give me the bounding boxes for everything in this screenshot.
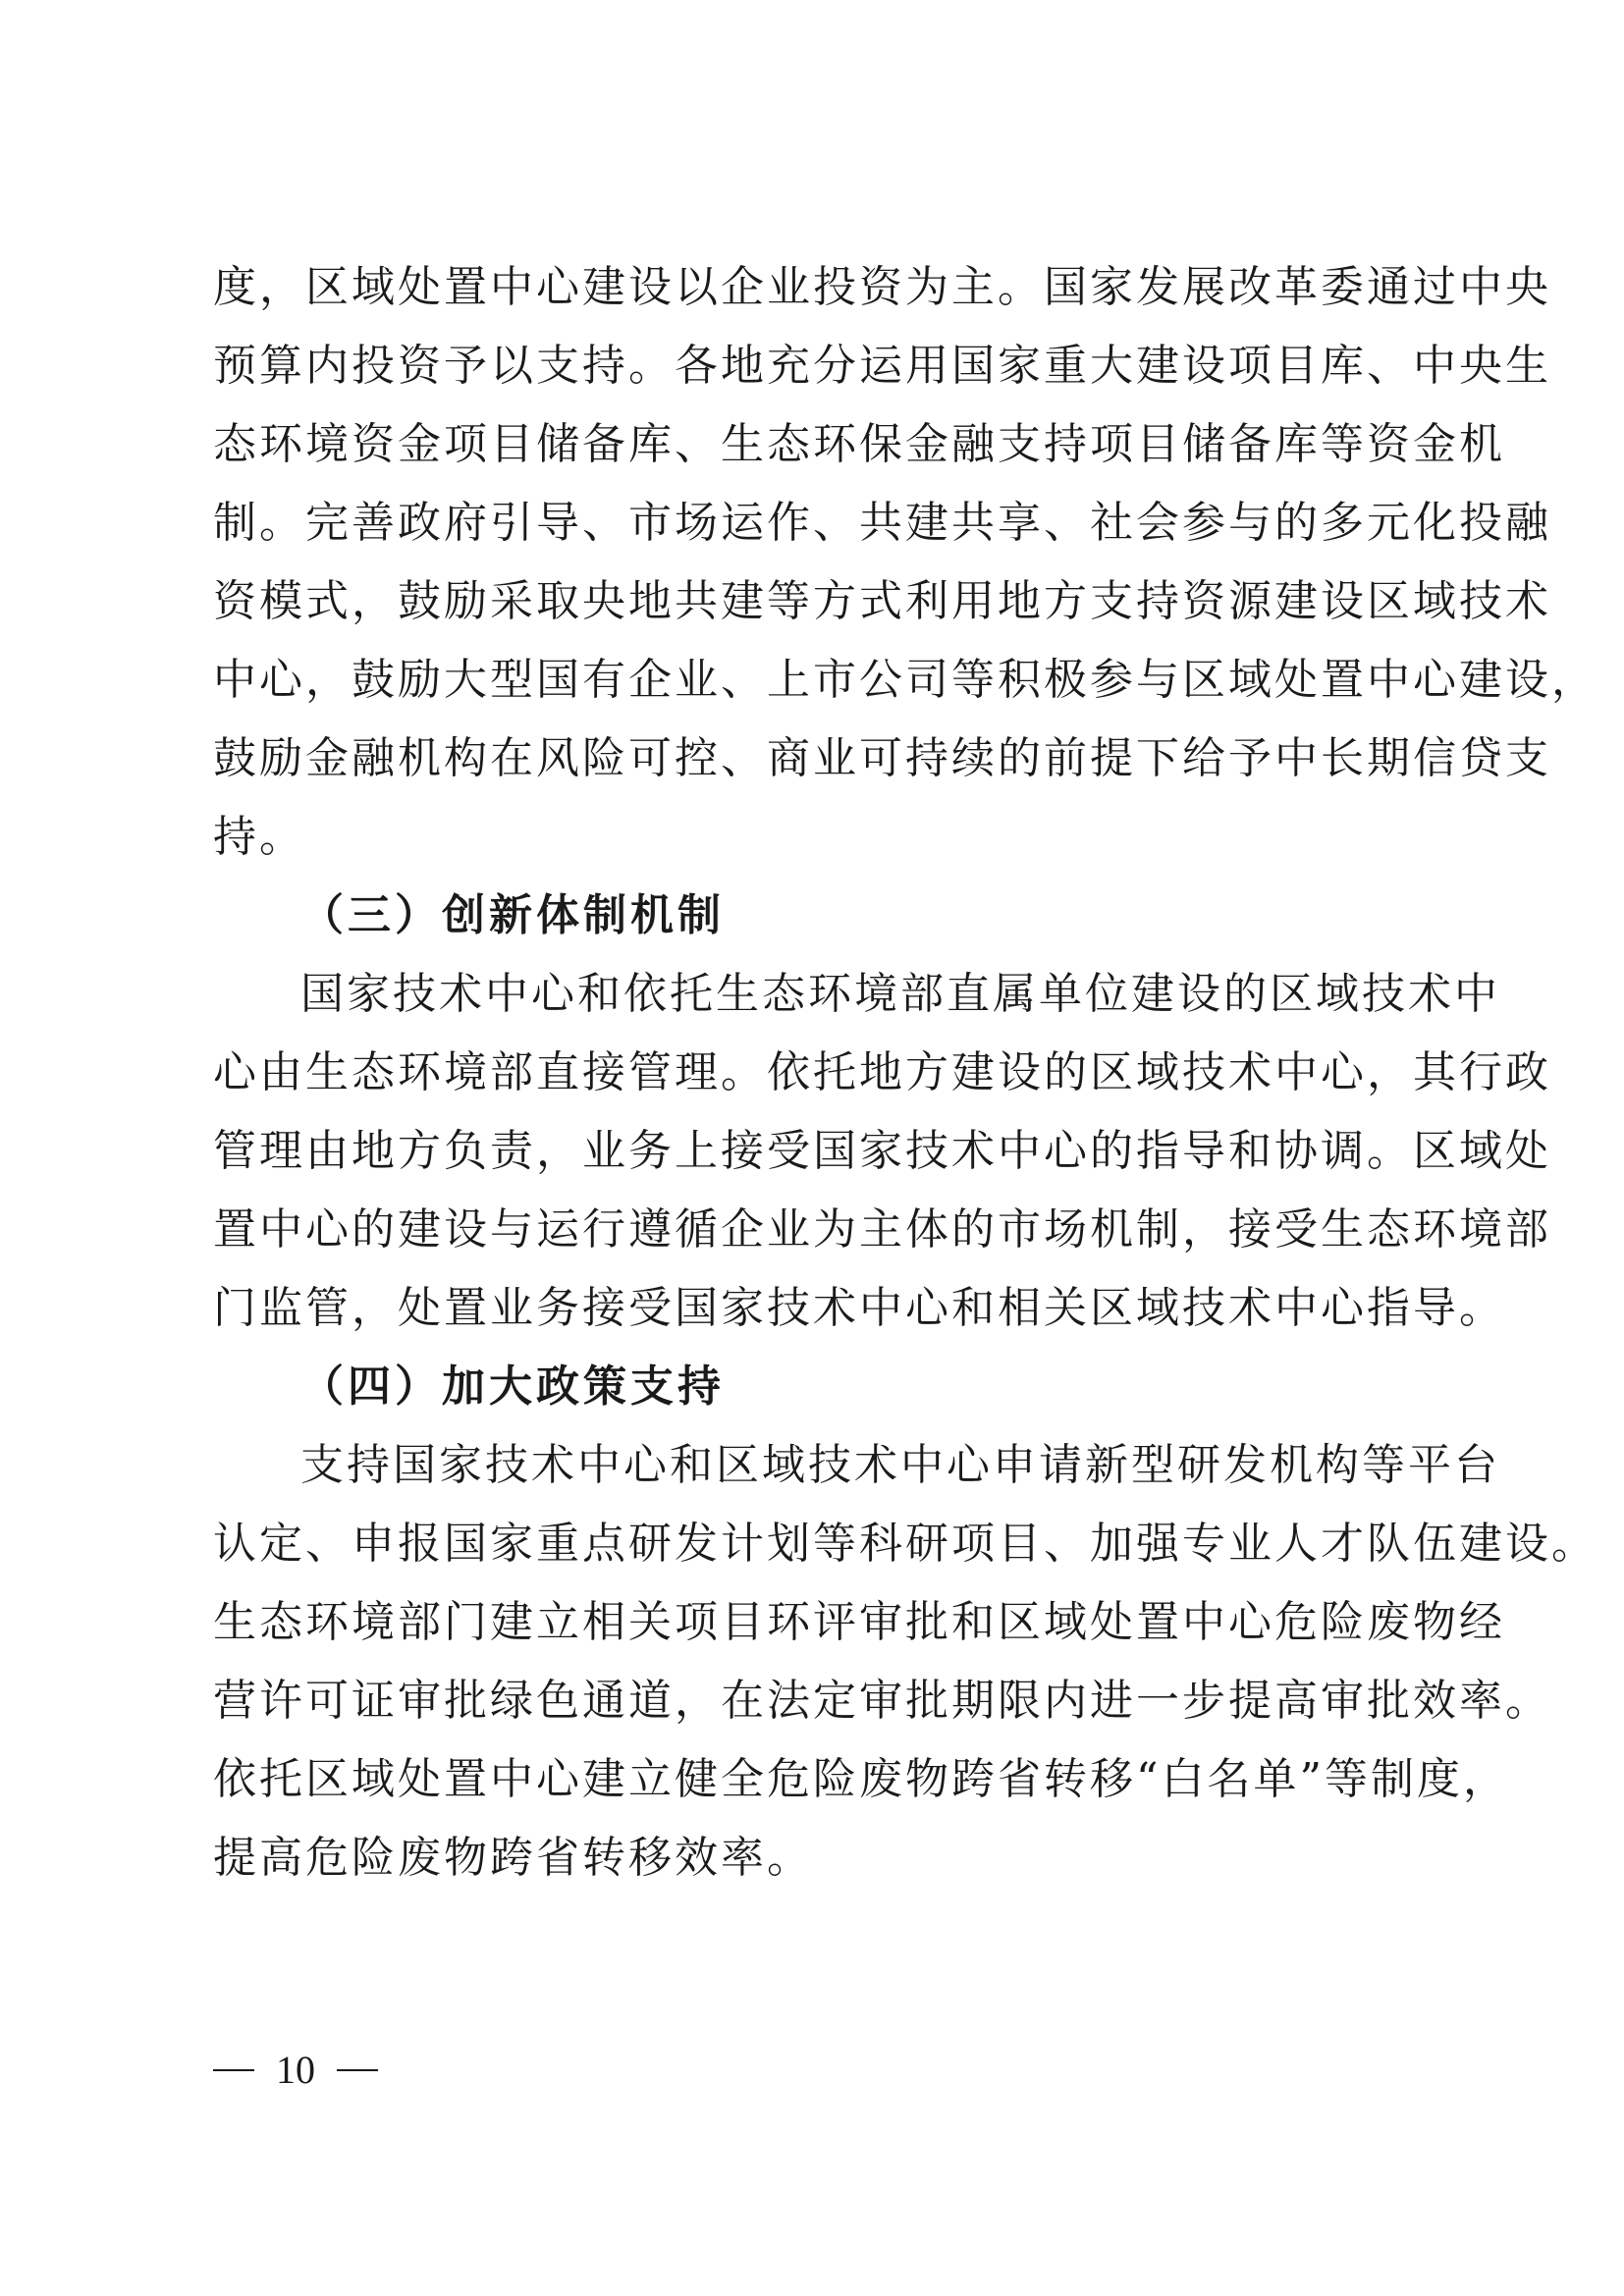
body-line: 中心，鼓励大型国有企业、上市公司等积极参与区域处置中心建设， [213, 655, 1597, 705]
body-line: 生态环境部门建立相关项目环评审批和区域处置中心危险废物经 [213, 1597, 1505, 1647]
body-line: 心由生态环境部直接管理。依托地方建设的区域技术中心，其行政 [213, 1047, 1551, 1097]
body-line: 持。 [213, 812, 305, 862]
footer-dash-left [213, 2069, 254, 2071]
section-heading: （四）加大政策支持 [300, 1362, 725, 1412]
body-line: 预算内投资予以支持。各地充分运用国家重大建设项目库、中央生 [213, 341, 1551, 391]
body-line: 置中心的建设与运行遵循企业为主体的市场机制，接受生态环境部 [213, 1204, 1551, 1255]
body-line: 依托区域处置中心建立健全危险废物跨省转移“白名单”等制度， [213, 1754, 1509, 1804]
body-line: 鼓励金融机构在风险可控、商业可持续的前提下给予中长期信贷支 [213, 733, 1551, 783]
body-line: 提高危险废物跨省转移效率。 [213, 1833, 813, 1883]
body-line: 国家技术中心和依托生态环境部直属单位建设的区域技术中 [300, 969, 1500, 1019]
body-line: 度，区域处置中心建设以企业投资为主。国家发展改革委通过中央 [213, 262, 1551, 312]
body-line: 管理由地方负责，业务上接受国家技术中心的指导和协调。区域处 [213, 1126, 1551, 1176]
body-line: 制。完善政府引导、市场运作、共建共享、社会参与的多元化投融 [213, 498, 1551, 548]
page-number: 10 [276, 2048, 315, 2092]
body-line: 支持国家技术中心和区域技术中心申请新型研发机构等平台 [300, 1440, 1500, 1490]
body-line: 营许可证审批绿色通道，在法定审批期限内进一步提高审批效率。 [213, 1676, 1551, 1726]
section-heading: （三）创新体制机制 [300, 890, 725, 940]
body-line: 资模式，鼓励采取央地共建等方式利用地方支持资源建设区域技术 [213, 576, 1551, 626]
body-line: 认定、申报国家重点研发计划等科研项目、加强专业人才队伍建设。 [213, 1519, 1597, 1569]
body-line: 门监管，处置业务接受国家技术中心和相关区域技术中心指导。 [213, 1283, 1505, 1333]
body-line: 态环境资金项目储备库、生态环保金融支持项目储备库等资金机 [213, 419, 1505, 469]
page-footer [213, 2046, 378, 2095]
footer-dash-right [337, 2069, 378, 2071]
